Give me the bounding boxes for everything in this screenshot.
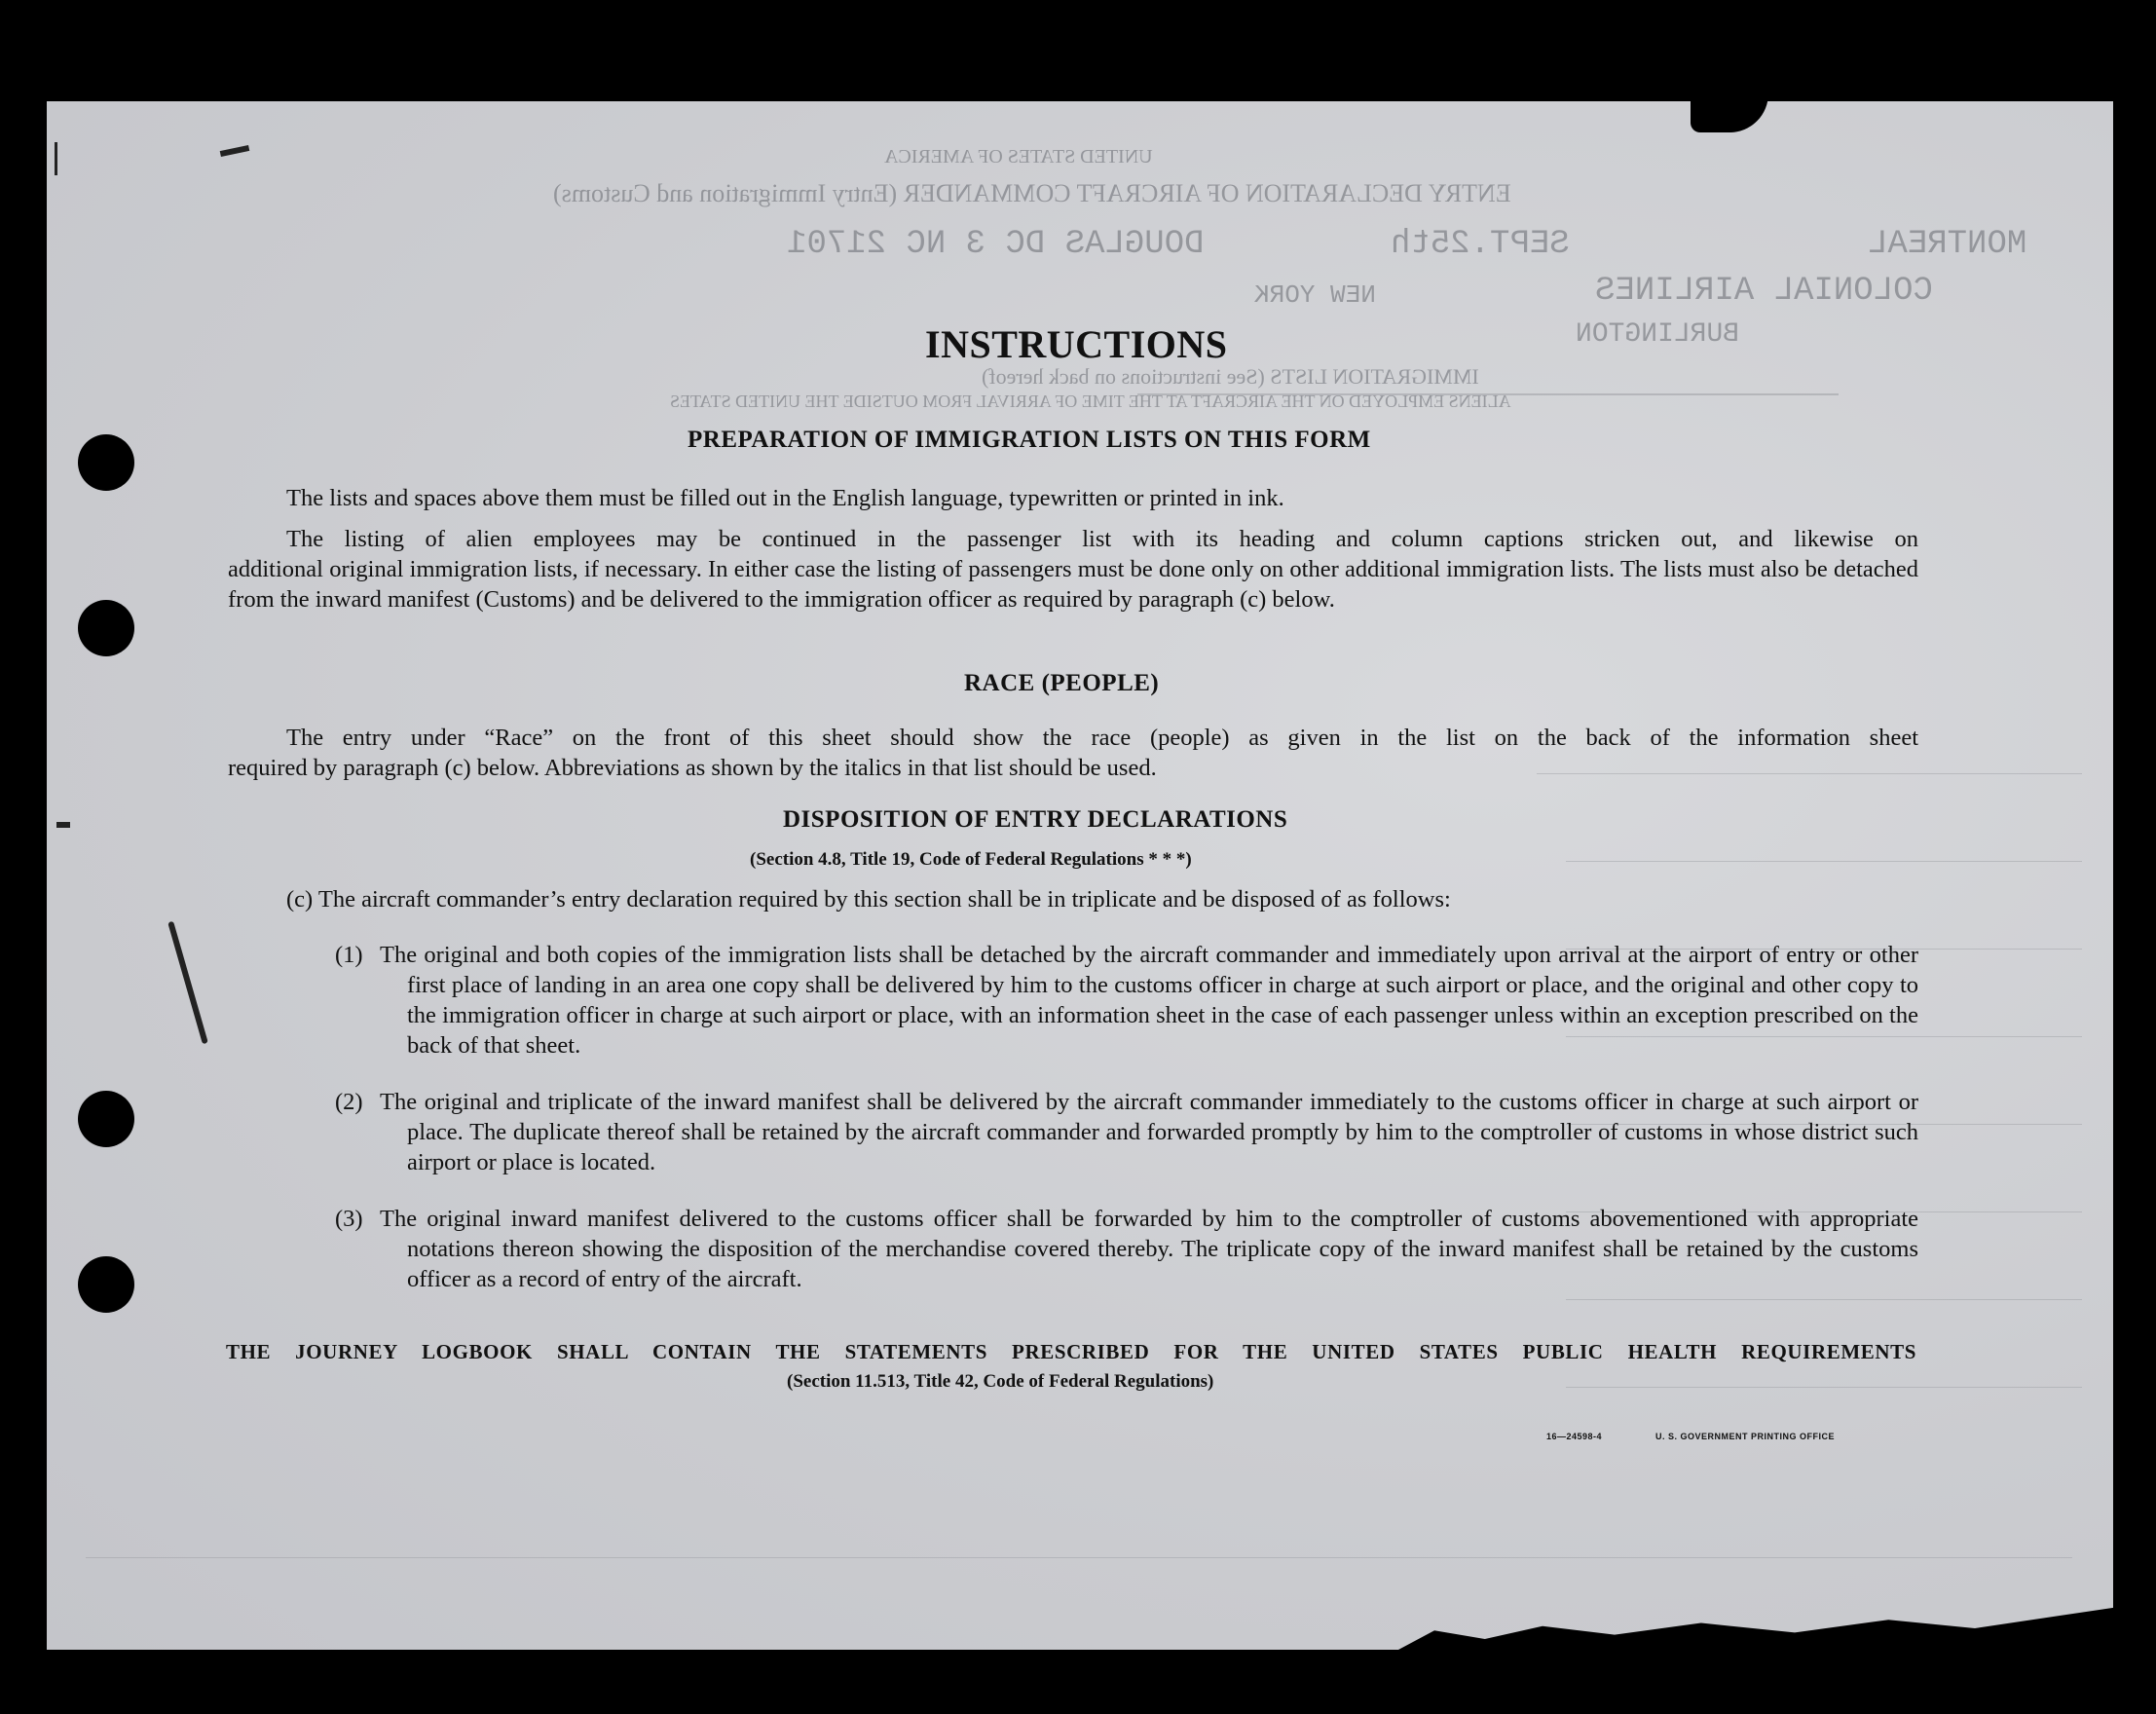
- item-number: (3): [335, 1206, 363, 1232]
- heading-preparation: PREPARATION OF IMMIGRATION LISTS ON THIS FORM: [688, 427, 1371, 453]
- disposition-item-1: The original and both copies of the immigration lists shall be detached by the aircraft commander and immediately upon arrival at the airport of entry or other first place of landing in an area one copy shall be delivered by him to the customs officer in charge at such airport or place, and the original and other copy to the immigration officer in charge at such airport or place, with an information sheet in the case of each passenger unless within an exception prescribed on the back of that sheet.: [380, 942, 1918, 1059]
- bleed-through-header: UNITED STATES OF AMERICA: [884, 146, 1153, 168]
- paragraph-race-first-line: The entry under “Race” on the front of this sheet should show the race (people) as given in the list on the back of the information sheet: [286, 725, 1918, 751]
- bleed-through-montreal: MONTREAL: [1868, 226, 2027, 263]
- footer-citation: (Section 11.513, Title 42, Code of Federal Regulations): [787, 1371, 1214, 1392]
- paragraph-preparation-1: The lists and spaces above them must be filled out in the English language, typewritten or printed in ink.: [286, 485, 1284, 511]
- bleed-through-newyork: NEW YORK: [1254, 280, 1376, 310]
- disposition-item-2: The original and triplicate of the inward manifest shall be delivered by the aircraft commander immediately to the customs officer in charge at such airport or place. The duplicate thereof shall be retained by the aircraft commander and forwarded promptly by him to the comptroller of customs in whose district such airport or place is located.: [380, 1089, 1918, 1175]
- heading-disposition: DISPOSITION OF ENTRY DECLARATIONS: [783, 806, 1288, 833]
- bleed-through-date: SEPT.25th: [1391, 226, 1570, 263]
- paragraph-preparation-2-rest: additional original immigration lists, if necessary. In either case the listing of passengers must be done only on other additional immigration lists. The lists must also be detached from the inward manifest (Customs) and be delivered to the immigration officer as required by paragraph (c) below.: [228, 556, 1918, 613]
- disposition-item-3: The original inward manifest delivered to the customs officer shall be forwarded by him to the comptroller of customs abovementioned with appropriate notations thereon showing the disposition of the merchandise covered thereby. The triplicate copy of the inward manifest shall be retained by the customs officer as a record of entry of the aircraft.: [380, 1206, 1918, 1292]
- printer-imprint: U. S. GOVERNMENT PRINTING OFFICE: [1655, 1432, 1836, 1441]
- bleed-through-title: ENTRY DECLARATION OF AIRCRAFT COMMANDER (Entry Immigration and Customs): [553, 179, 1511, 207]
- bleed-through-burlington: BURLINGTON: [1576, 319, 1740, 350]
- heading-race: RACE (PEOPLE): [964, 670, 1160, 696]
- item-number: (1): [335, 942, 363, 968]
- subheading-disposition: (Section 4.8, Title 19, Code of Federal Regulations * * *): [750, 849, 1192, 870]
- footer-statement: THE JOURNEY LOGBOOK SHALL CONTAIN THE STATEMENTS PRESCRIBED FOR THE UNITED STATES PUBLIC HEALTH REQUIREMENTS: [226, 1340, 1916, 1363]
- print-code: 16—24598-4: [1546, 1432, 1603, 1441]
- bleed-through-aliens-line: ALIENS EMPLOYED ON THE AIRCRAFT AT THE TIME OF ARRIVAL FROM OUTSIDE THE UNITED STATES: [670, 391, 1511, 411]
- bleed-through-aircraft: DOUGLAS DC 3 NC 21701: [787, 226, 1205, 263]
- page-title: INSTRUCTIONS: [925, 322, 1228, 366]
- paragraph-preparation-2-first-line: The listing of alien employees may be continued in the passenger list with its heading and column captions stricken out, and likewise on: [286, 526, 1918, 552]
- paragraph-race-rest: required by paragraph (c) below. Abbreviations as shown by the italics in that list should be used.: [228, 755, 1157, 781]
- item-number: (2): [335, 1089, 363, 1115]
- bleed-through-immig-lists: IMMIGRATION LISTS (See instructions on back hereof): [982, 364, 1479, 389]
- disposition-intro: (c) The aircraft commander’s entry declaration required by this section shall be in triplicate and be disposed of as follows:: [286, 886, 1451, 913]
- bleed-through-owner: COLONIAL AIRLINES: [1595, 273, 1933, 310]
